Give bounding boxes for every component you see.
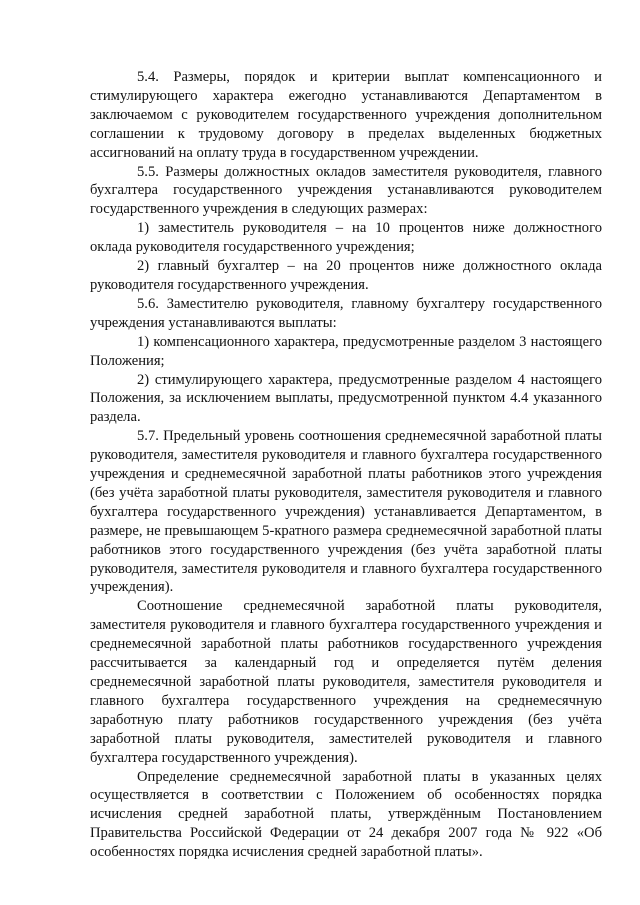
paragraph-5-7: 5.7. Предельный уровень соотношения среднемесячной заработной платы руководителя, заместителя руководителя и главного бухгалтера государственного учреждения и среднемесячной заработной платы работников этого учреждения (без учёта заработной платы руководителя, заместителя руководителя и главного бухгалтера государственного учреждения) устанавливается Департаментом, в размере, не превышающем 5-кратного размера среднемесячной заработной платы работников этого государственного учреждения (без учёта заработной платы руководителя, заместителя руководителя и главного бухгалтера государственного учреждения).	[90, 428, 602, 596]
paragraph-5-5-item-2: 2) главный бухгалтер – на 20 процентов ниже должностного оклада руководителя государственного учреждения.	[90, 258, 602, 293]
paragraph-5-4: 5.4. Размеры, порядок и критерии выплат компенсационного и стимулирующего характера ежегодно устанавливаются Департаментом в заключаемом с руководителем государственного учреждения дополнительном соглашении к трудовому договору в пределах выделенных бюджетных ассигнований на оплату труда в государственном учреждении.	[90, 69, 602, 161]
paragraph-5-6-item-2: 2) стимулирующего характера, предусмотренные разделом 4 настоящего Положения, за исключением выплаты, предусмотренной пунктом 4.4 указанного раздела.	[90, 371, 602, 426]
paragraph-salary-ratio: Соотношение среднемесячной заработной платы руководителя, заместителя руководителя и главного бухгалтера государственного учреждения и среднемесячной заработной платы работников государственного учреждения рассчитывается за календарный год и определяется путём деления среднемесячной заработной платы руководителя, заместителя руководителя и главного бухгалтера государственного учреждения на среднемесячную заработную плату работников государственного учреждения (без учёта заработной платы руководителя, заместителей руководителя и главного бухгалтера государственного учреждения).	[90, 598, 602, 766]
document-page	[90, 68, 602, 862]
paragraph-5-5-item-1: 1) заместитель руководителя – на 10 процентов ниже должностного оклада руководителя государственного учреждения;	[90, 220, 602, 256]
paragraph-5-6-item-1: 1) компенсационного характера, предусмотренные разделом 3 настоящего Положения;	[90, 333, 602, 369]
paragraph-salary-calculation: Определение среднемесячной заработной платы в указанных целях осуществляется в соответствии с Положением об особенностях порядка исчисления средней заработной платы, утверждённым Постановлением Правительства Российской Федерации от 24 декабря 2007 года № 922 «Об особенностях порядка исчисления средней заработной платы».	[90, 768, 602, 861]
paragraph-5-5: 5.5. Размеры должностных окладов заместителя руководителя, главного бухгалтера государственного учреждения устанавливаются руководителем государственного учреждения в следующих размерах:	[90, 163, 602, 218]
paragraph-5-6: 5.6. Заместителю руководителя, главному бухгалтеру государственного учреждения устанавливаются выплаты:	[90, 295, 602, 331]
